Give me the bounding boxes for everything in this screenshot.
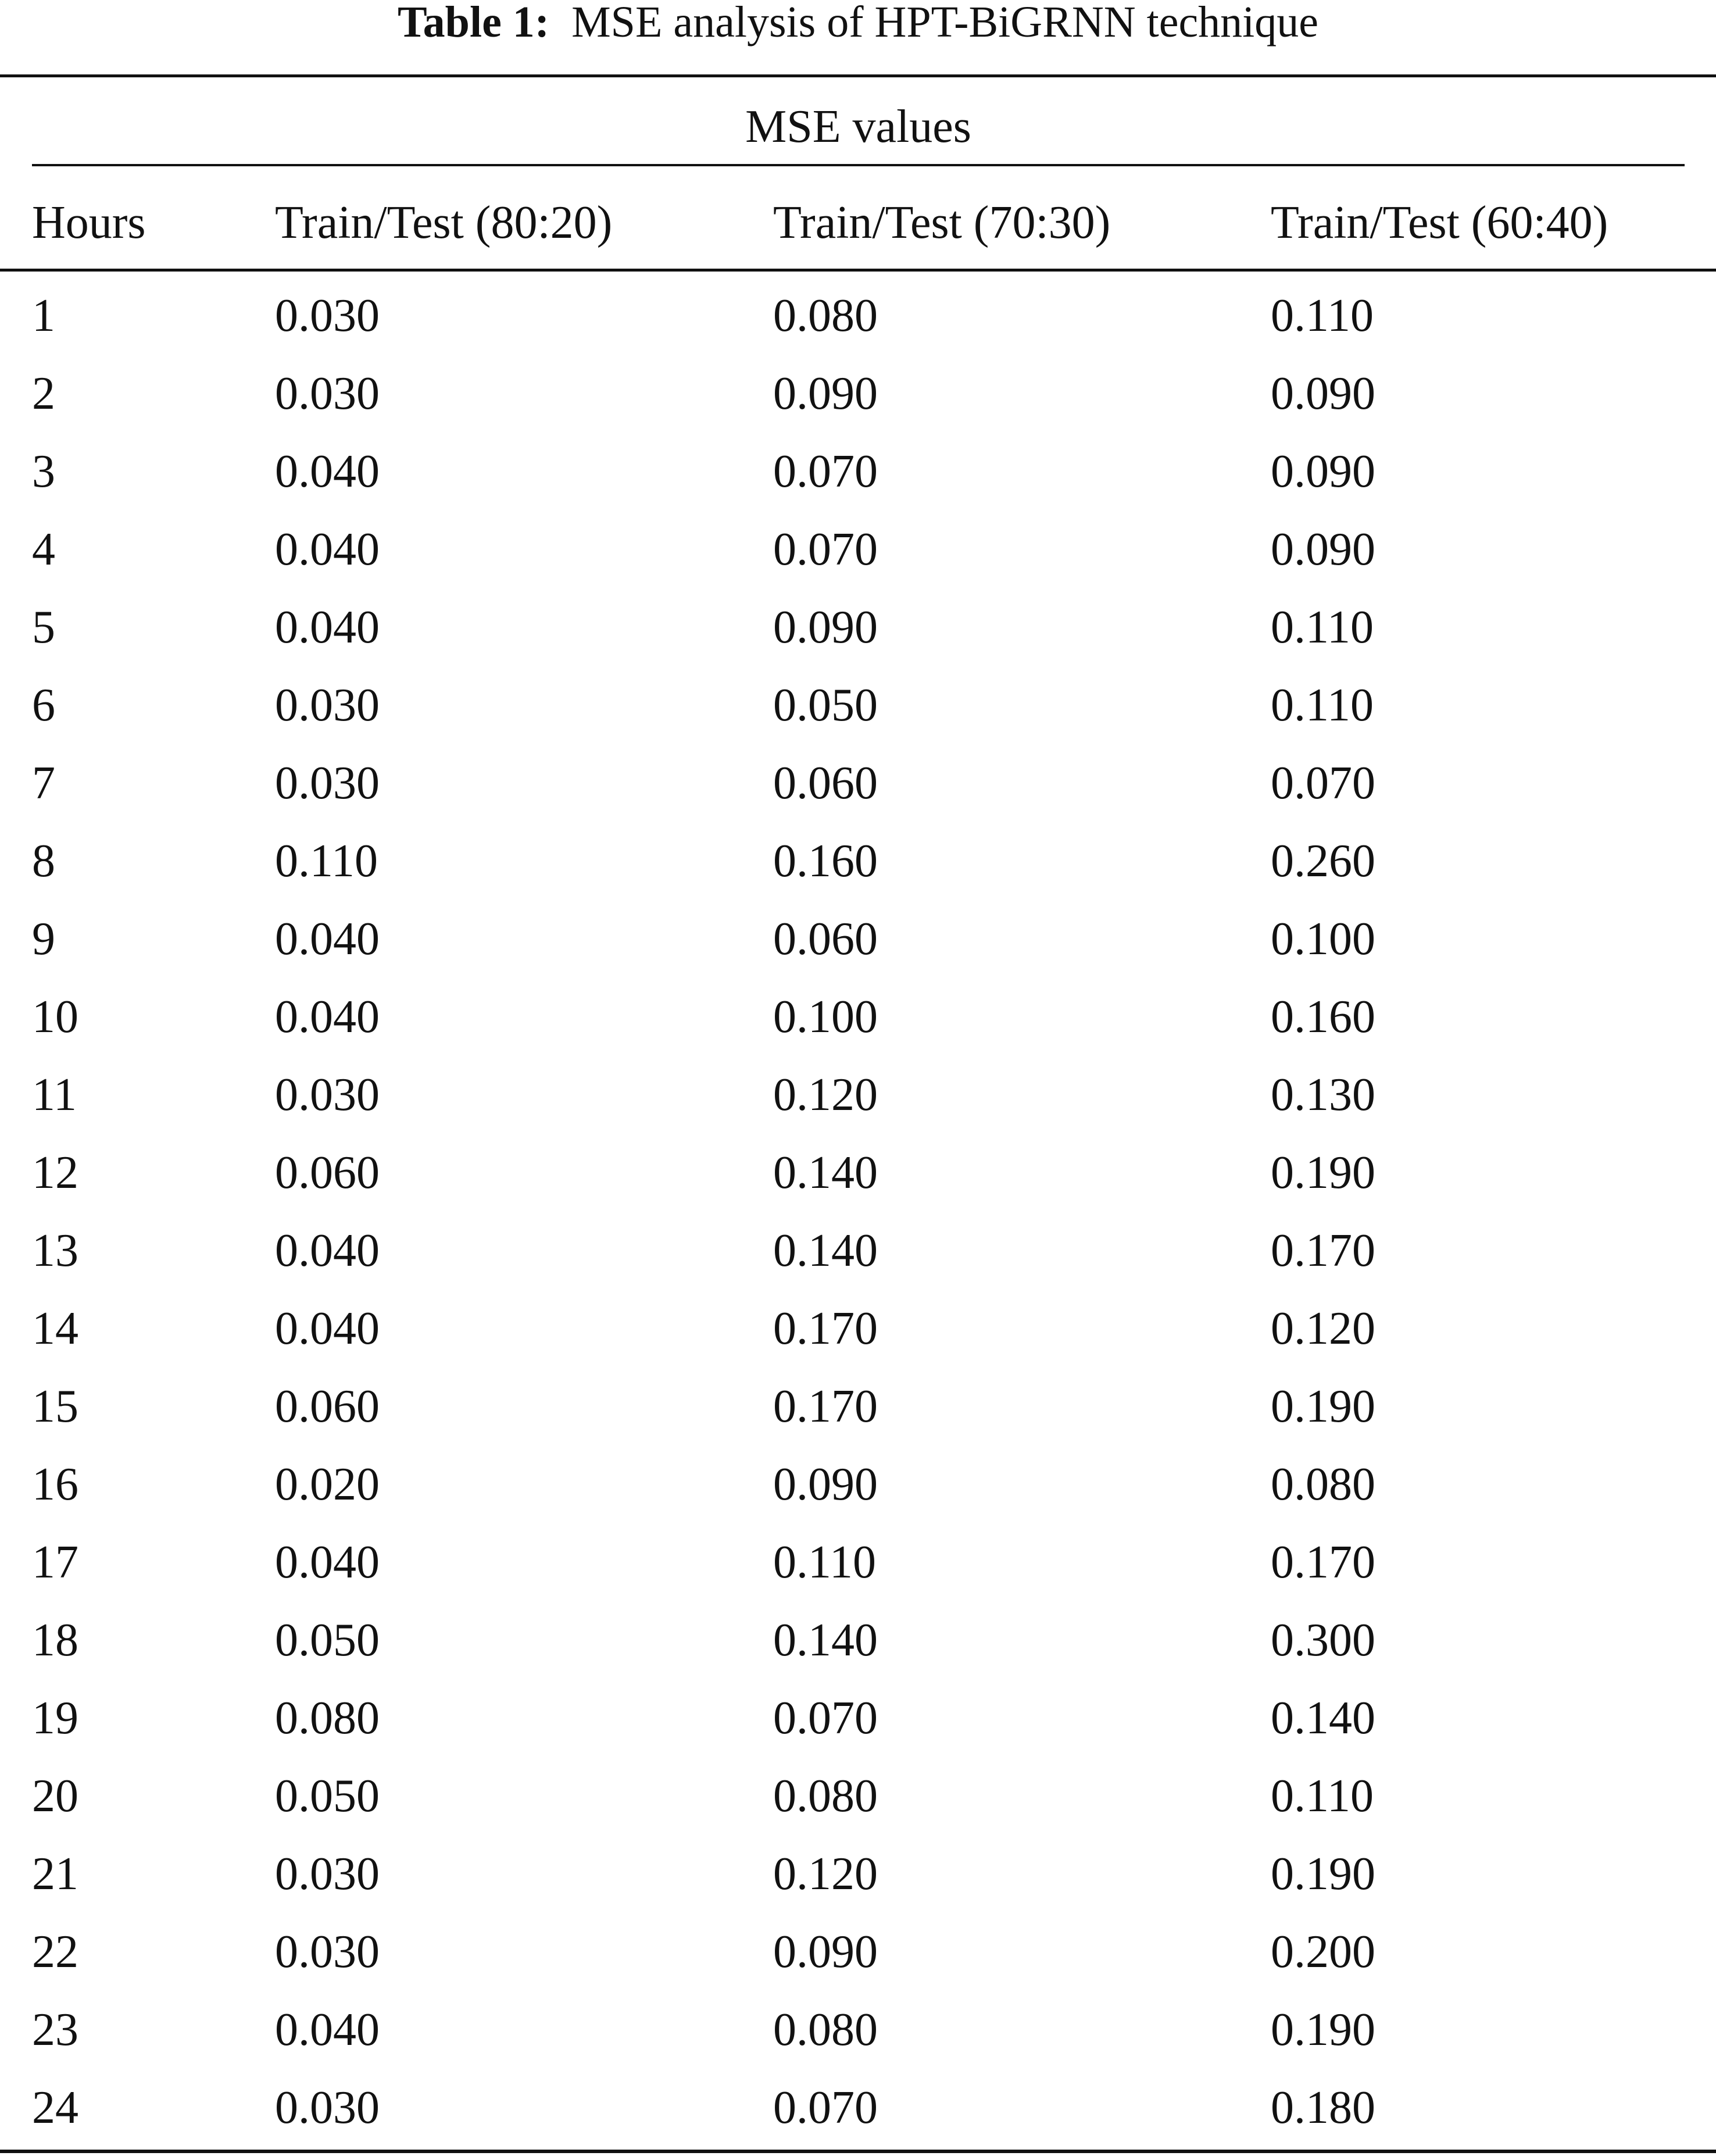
group-header-rule bbox=[32, 164, 1685, 166]
train-test-80-20-cell: 0.030 bbox=[275, 290, 380, 341]
train-test-80-20-cell: 0.020 bbox=[275, 1459, 380, 1510]
train-test-80-20-cell: 0.080 bbox=[275, 1693, 380, 1744]
train-test-70-30-cell: 0.100 bbox=[773, 991, 878, 1043]
train-test-60-40-cell: 0.110 bbox=[1271, 602, 1374, 653]
train-test-70-30-cell: 0.090 bbox=[773, 1459, 878, 1510]
hours-cell: 5 bbox=[32, 602, 55, 653]
hours-cell: 18 bbox=[32, 1615, 78, 1666]
train-test-80-20-cell: 0.050 bbox=[275, 1615, 380, 1666]
hours-cell: 19 bbox=[32, 1693, 78, 1744]
train-test-70-30-cell: 0.050 bbox=[773, 680, 878, 731]
train-test-80-20-cell: 0.040 bbox=[275, 991, 380, 1043]
train-test-60-40-cell: 0.110 bbox=[1271, 290, 1374, 341]
train-test-60-40-cell: 0.200 bbox=[1271, 1926, 1375, 1977]
train-test-60-40-cell: 0.180 bbox=[1271, 2082, 1375, 2133]
hours-cell: 6 bbox=[32, 680, 55, 731]
train-test-60-40-cell: 0.110 bbox=[1271, 1771, 1374, 1822]
hours-cell: 4 bbox=[32, 524, 55, 575]
table-caption bbox=[0, 0, 1716, 47]
train-test-70-30-cell: 0.070 bbox=[773, 524, 878, 575]
column-header-80-20: Train/Test (80:20) bbox=[275, 197, 613, 248]
table-row bbox=[0, 355, 1716, 433]
train-test-70-30-cell: 0.120 bbox=[773, 1848, 878, 1900]
train-test-60-40-cell: 0.070 bbox=[1271, 758, 1375, 809]
train-test-60-40-cell: 0.140 bbox=[1271, 1693, 1375, 1744]
train-test-60-40-cell: 0.080 bbox=[1271, 1459, 1375, 1510]
train-test-60-40-cell: 0.120 bbox=[1271, 1303, 1375, 1354]
train-test-80-20-cell: 0.040 bbox=[275, 1225, 380, 1276]
train-test-80-20-cell: 0.040 bbox=[275, 1537, 380, 1588]
train-test-70-30-cell: 0.080 bbox=[773, 2004, 878, 2055]
table-row bbox=[0, 1523, 1716, 1601]
train-test-80-20-cell: 0.040 bbox=[275, 446, 380, 497]
hours-cell: 1 bbox=[32, 290, 55, 341]
table-row bbox=[0, 1601, 1716, 1679]
column-header-70-30: Train/Test (70:30) bbox=[773, 197, 1111, 248]
train-test-70-30-cell: 0.060 bbox=[773, 913, 878, 965]
train-test-70-30-cell: 0.170 bbox=[773, 1303, 878, 1354]
train-test-70-30-cell: 0.070 bbox=[773, 1693, 878, 1744]
hours-cell: 2 bbox=[32, 368, 55, 419]
hours-cell: 8 bbox=[32, 836, 55, 887]
train-test-70-30-cell: 0.090 bbox=[773, 368, 878, 419]
column-header-row bbox=[0, 185, 1716, 260]
train-test-60-40-cell: 0.090 bbox=[1271, 446, 1375, 497]
hours-cell: 23 bbox=[32, 2004, 78, 2055]
table-row bbox=[0, 978, 1716, 1056]
table-row bbox=[0, 1835, 1716, 1913]
hours-cell: 3 bbox=[32, 446, 55, 497]
table-row bbox=[0, 1991, 1716, 2069]
train-test-60-40-cell: 0.110 bbox=[1271, 680, 1374, 731]
table-row bbox=[0, 744, 1716, 822]
table-row bbox=[0, 1368, 1716, 1445]
train-test-70-30-cell: 0.140 bbox=[773, 1615, 878, 1666]
train-test-80-20-cell: 0.030 bbox=[275, 680, 380, 731]
table-row bbox=[0, 433, 1716, 511]
table-row bbox=[0, 822, 1716, 900]
table-row bbox=[0, 1290, 1716, 1368]
hours-cell: 14 bbox=[32, 1303, 78, 1354]
hours-cell: 22 bbox=[32, 1926, 78, 1977]
hours-cell: 16 bbox=[32, 1459, 78, 1510]
hours-cell: 15 bbox=[32, 1381, 78, 1432]
train-test-60-40-cell: 0.100 bbox=[1271, 913, 1375, 965]
table-body bbox=[0, 277, 1716, 2147]
train-test-70-30-cell: 0.090 bbox=[773, 602, 878, 653]
header-rule bbox=[0, 269, 1716, 272]
table-row bbox=[0, 511, 1716, 588]
train-test-60-40-cell: 0.190 bbox=[1271, 1848, 1375, 1900]
hours-cell: 13 bbox=[32, 1225, 78, 1276]
train-test-70-30-cell: 0.110 bbox=[773, 1537, 877, 1588]
hours-cell: 17 bbox=[32, 1537, 78, 1588]
train-test-80-20-cell: 0.040 bbox=[275, 524, 380, 575]
table-row bbox=[0, 1757, 1716, 1835]
train-test-70-30-cell: 0.120 bbox=[773, 1069, 878, 1120]
column-header-60-40: Train/Test (60:40) bbox=[1271, 197, 1608, 248]
train-test-70-30-cell: 0.170 bbox=[773, 1381, 878, 1432]
caption-label: Table 1: bbox=[397, 0, 550, 47]
hours-cell: 7 bbox=[32, 758, 55, 809]
hours-cell: 12 bbox=[32, 1147, 78, 1198]
hours-cell: 11 bbox=[32, 1069, 77, 1120]
train-test-60-40-cell: 0.260 bbox=[1271, 836, 1375, 887]
train-test-80-20-cell: 0.030 bbox=[275, 2082, 380, 2133]
train-test-60-40-cell: 0.130 bbox=[1271, 1069, 1375, 1120]
train-test-60-40-cell: 0.170 bbox=[1271, 1537, 1375, 1588]
train-test-60-40-cell: 0.090 bbox=[1271, 368, 1375, 419]
train-test-60-40-cell: 0.170 bbox=[1271, 1225, 1375, 1276]
hours-cell: 24 bbox=[32, 2082, 78, 2133]
train-test-60-40-cell: 0.190 bbox=[1271, 1147, 1375, 1198]
table-row bbox=[0, 1445, 1716, 1523]
hours-cell: 20 bbox=[32, 1771, 78, 1822]
table-row bbox=[0, 666, 1716, 744]
train-test-80-20-cell: 0.050 bbox=[275, 1771, 380, 1822]
train-test-80-20-cell: 0.110 bbox=[275, 836, 378, 887]
train-test-80-20-cell: 0.060 bbox=[275, 1147, 380, 1198]
train-test-80-20-cell: 0.030 bbox=[275, 1926, 380, 1977]
hours-cell: 10 bbox=[32, 991, 78, 1043]
train-test-70-30-cell: 0.070 bbox=[773, 2082, 878, 2133]
table-row bbox=[0, 1913, 1716, 1991]
table-row bbox=[0, 1134, 1716, 1212]
table-row bbox=[0, 2069, 1716, 2147]
train-test-80-20-cell: 0.040 bbox=[275, 2004, 380, 2055]
top-rule bbox=[0, 74, 1716, 77]
train-test-60-40-cell: 0.160 bbox=[1271, 991, 1375, 1043]
table-row bbox=[0, 900, 1716, 978]
train-test-70-30-cell: 0.090 bbox=[773, 1926, 878, 1977]
train-test-70-30-cell: 0.070 bbox=[773, 446, 878, 497]
train-test-80-20-cell: 0.030 bbox=[275, 1069, 380, 1120]
train-test-80-20-cell: 0.060 bbox=[275, 1381, 380, 1432]
bottom-rule bbox=[0, 2150, 1716, 2153]
table-row bbox=[0, 277, 1716, 355]
table-row bbox=[0, 1679, 1716, 1757]
table-row bbox=[0, 588, 1716, 666]
train-test-70-30-cell: 0.080 bbox=[773, 290, 878, 341]
train-test-60-40-cell: 0.190 bbox=[1271, 1381, 1375, 1432]
train-test-70-30-cell: 0.140 bbox=[773, 1225, 878, 1276]
table-row bbox=[0, 1212, 1716, 1290]
group-header-mse-values: MSE values bbox=[745, 101, 971, 152]
train-test-60-40-cell: 0.300 bbox=[1271, 1615, 1375, 1666]
train-test-70-30-cell: 0.140 bbox=[773, 1147, 878, 1198]
train-test-70-30-cell: 0.160 bbox=[773, 836, 878, 887]
train-test-80-20-cell: 0.040 bbox=[275, 602, 380, 653]
caption-text: MSE analysis of HPT-BiGRNN technique bbox=[571, 0, 1319, 47]
train-test-60-40-cell: 0.190 bbox=[1271, 2004, 1375, 2055]
column-header-hours: Hours bbox=[32, 197, 146, 248]
train-test-80-20-cell: 0.040 bbox=[275, 1303, 380, 1354]
train-test-80-20-cell: 0.040 bbox=[275, 913, 380, 965]
train-test-80-20-cell: 0.030 bbox=[275, 1848, 380, 1900]
train-test-70-30-cell: 0.080 bbox=[773, 1771, 878, 1822]
hours-cell: 9 bbox=[32, 913, 55, 965]
table-row bbox=[0, 1056, 1716, 1134]
train-test-60-40-cell: 0.090 bbox=[1271, 524, 1375, 575]
train-test-70-30-cell: 0.060 bbox=[773, 758, 878, 809]
hours-cell: 21 bbox=[32, 1848, 78, 1900]
train-test-80-20-cell: 0.030 bbox=[275, 368, 380, 419]
train-test-80-20-cell: 0.030 bbox=[275, 758, 380, 809]
